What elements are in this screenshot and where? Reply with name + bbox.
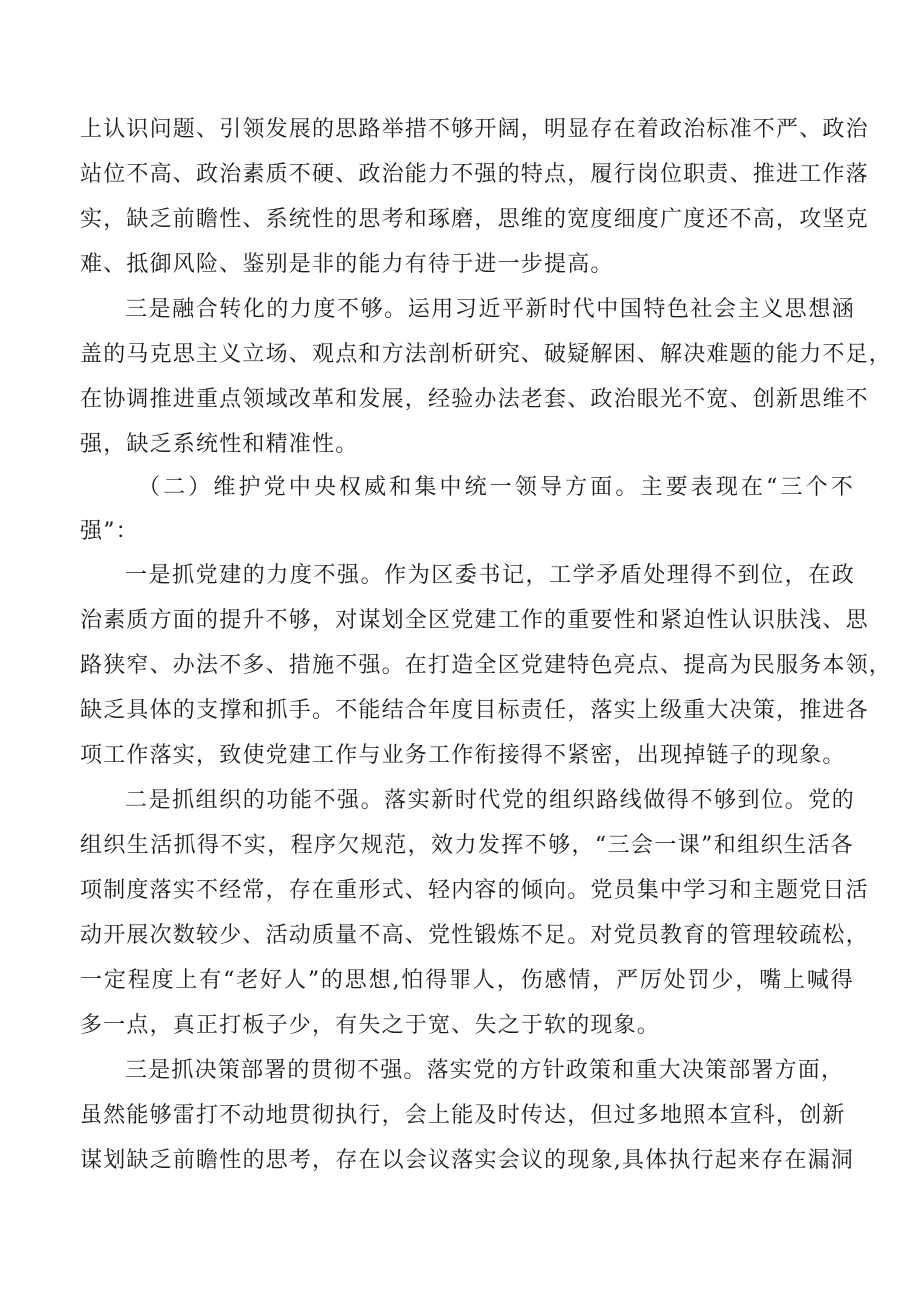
- paragraph-line: 实，缺乏前瞻性、系统性的思考和琢磨，思维的宽度细度广度还不高，攻坚克: [80, 207, 869, 232]
- paragraph-line: 动开展次数较少、活动质量不高、党性锻炼不足。对党员教育的管理较疏松，: [80, 923, 869, 948]
- paragraph-line: 上认识问题、引领发展的思路举措不够开阔，明显存在着政治标准不严、政治: [80, 117, 869, 142]
- paragraph-line: 三是抓决策部署的贯彻不强。落实党的方针政策和重大决策部署方面，: [125, 1058, 845, 1083]
- paragraph-line: 路狭窄、办法不多、措施不强。在打造全区党建特色亮点、提高为民服务本领，: [80, 653, 893, 678]
- paragraph-line: 缺乏具体的支撑和抓手。不能结合年度目标责任，落实上级重大决策，推进各: [80, 698, 869, 723]
- section-heading: 强”：: [80, 519, 139, 544]
- paragraph-line: 组织生活抓得不实，程序欠规范，效力发挥不够，“三会一课”和组织生活各: [80, 833, 854, 858]
- paragraph-line: 盖的马克思主义立场、观点和方法剖析研究、破疑解困、解决难题的能力不足，: [80, 342, 893, 367]
- paragraph-line: 强，缺乏系统性和精准性。: [80, 432, 359, 457]
- section-heading: （二）维护党中央权威和集中统一领导方面。主要表现在“三个不: [138, 475, 854, 500]
- paragraph-line: 二是抓组织的功能不强。落实新时代党的组织路线做得不够到位。党的: [125, 788, 855, 813]
- paragraph-line: 谋划缺乏前瞻性的思考，存在以会议落实会议的现象,具体执行起来存在漏洞: [80, 1148, 854, 1173]
- paragraph-line: 一定程度上有“老好人”的思想,怕得罪人，伤感情，严厉处罚少，嘴上喊得: [80, 968, 854, 993]
- paragraph-line: 治素质方面的提升不够，对谋划全区党建工作的重要性和紧迫性认识肤浅、思: [80, 608, 869, 633]
- paragraph-line: 难、抵御风险、鉴别是非的能力有待于进一步提高。: [80, 252, 614, 277]
- paragraph-line: 站位不高、政治素质不硬、政治能力不强的特点，履行岗位职责、推进工作落: [80, 162, 869, 187]
- paragraph-line: 多一点，真正打板子少，有失之于宽、失之于软的现象。: [80, 1013, 661, 1038]
- paragraph-line: 三是融合转化的力度不够。运用习近平新时代中国特色社会主义思想涵: [125, 297, 855, 322]
- paragraph-line: 项制度落实不经常，存在重形式、轻内容的倾向。党员集中学习和主题党日活: [80, 878, 869, 903]
- paragraph-line: 一是抓党建的力度不强。作为区委书记，工学矛盾处理得不到位，在政: [125, 563, 855, 588]
- paragraph-line: 在协调推进重点领域改革和发展，经验办法老套、政治眼光不宽、创新思维不: [80, 387, 869, 412]
- paragraph-line: 项工作落实，致使党建工作与业务工作衔接得不紧密，出现掉链子的现象。: [80, 743, 846, 768]
- paragraph-line: 虽然能够雷打不动地贯彻执行，会上能及时传达，但过多地照本宣科，创新: [80, 1103, 846, 1128]
